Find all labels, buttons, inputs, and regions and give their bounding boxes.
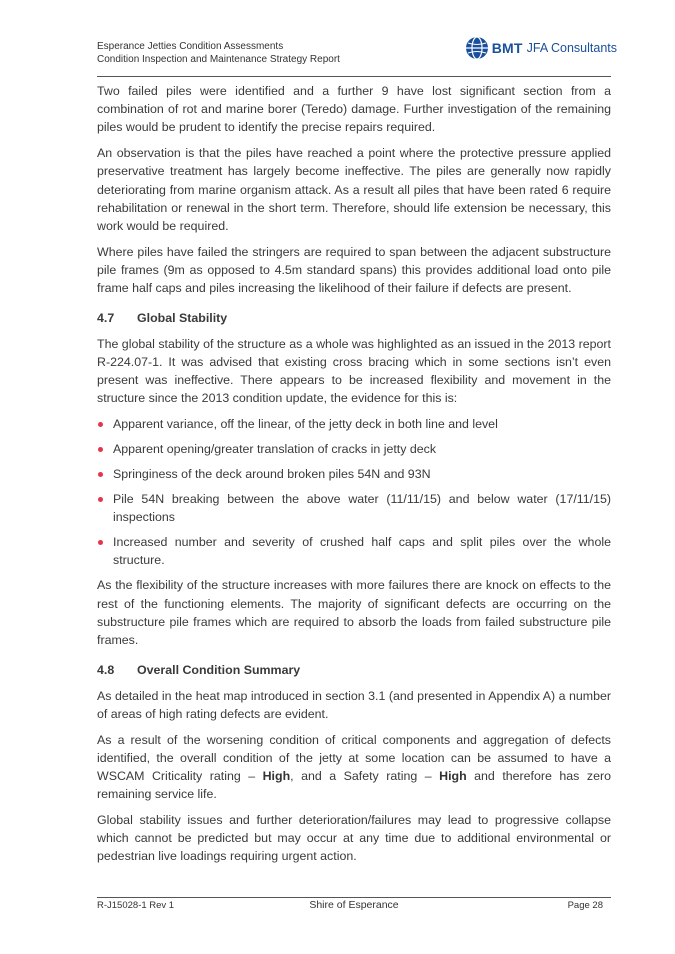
paragraph: Two failed piles were identified and a further 9 have lost significant section from a combination of rot and marine borer (Teredo) damage. Further investigation of the remaining piles would be prudent to identify the precise repairs required. [97, 84, 611, 135]
client-name: Shire of Esperance [309, 899, 399, 911]
bullet-icon [98, 422, 103, 427]
section-title: Global Stability [137, 311, 228, 326]
paragraph: An observation is that the piles have reached a point where the protective pressure applied preservative treatment has largely become ineffective. The piles are generally now rapidly deteriorating from marine organism attack. As a result all piles that have been rated 6 require rehabilitation or renewal in the short term. Therefore, should life extension be necessary, this work would be required. [97, 146, 611, 233]
bullet-icon [98, 497, 103, 502]
header-line-1: Esperance Jetties Condition Assessments [97, 41, 284, 52]
paragraph: Global stability issues and further deterioration/failures may lead to progressive collapse which cannot be predicted but may occur at any time due to additional environmental or pedestrian live loadings requiring urgent action. [97, 812, 611, 864]
list-item-text: Increased number and severity of crushed half caps and split piles over the whole structure. [113, 535, 611, 568]
list-item-text: Pile 54N breaking between the above water (11/11/15) and below water (17/11/15) inspections [113, 492, 611, 525]
page-number: Page 28 [567, 900, 603, 911]
evidence-list [97, 415, 611, 570]
logo-jfa-text: JFA Consultants [526, 41, 617, 55]
list-item [97, 440, 611, 458]
paragraph: As detailed in the heat map introduced in section 3.1 (and presented in Appendix A) a number of areas of high rating defects are evident. [97, 688, 611, 721]
list-item-text: Apparent variance, off the linear, of the jetty deck in both line and level [113, 417, 498, 432]
list-item [97, 533, 611, 569]
page-footer [97, 900, 611, 914]
list-item [97, 415, 611, 433]
page-header [97, 40, 617, 76]
safety-rating: High [439, 769, 467, 784]
paragraph: The global stability of the structure as a whole was highlighted as an issued in the 2013 report R-224.07-1. It was advised that existing cross bracing which in some sections isn’t even present was ineffective. There appears to be increased flexibility and movement in the structure since the 2013 condition update, the evidence for this is: [97, 336, 611, 406]
criticality-rating: High [262, 769, 291, 784]
paragraph-text: , and a Safety rating – [290, 769, 440, 784]
list-item-text: Apparent opening/greater translation of cracks in jetty deck [113, 442, 437, 457]
bullet-icon [98, 540, 103, 545]
list-item [97, 490, 611, 526]
section-number: 4.7 [97, 311, 115, 326]
paragraph-text: and therefore has zero remaining service life. [97, 769, 611, 802]
section-title: Overall Condition Summary [137, 663, 301, 678]
section-heading-overall-condition [97, 661, 611, 679]
paragraph-text: As a result of the worsening condition of critical components and aggregation of defects identified, the overall condition of the jetty at some location can be assumed to have a WSCAM Criticality rating – [97, 732, 611, 784]
footer-divider [97, 897, 611, 898]
bullet-icon [98, 447, 103, 452]
paragraph [97, 731, 611, 804]
paragraph: As the flexibility of the structure increases with more failures there are knock on effects to the rest of the functioning elements. The majority of significant defects are occurring on the substructure pile frames which are required to absorb the loads from failed substructure pile frames. [97, 578, 611, 648]
section-heading-global-stability [97, 309, 611, 327]
page-body [97, 82, 611, 873]
paragraph: Where piles have failed the stringers are required to span between the adjacent substructure pile frames (9m as opposed to 4.5m standard spans) this provides additional load onto pile frame half caps and piles increasing the likelihood of their failure if defects are present. [97, 244, 611, 296]
document-reference: R-J15028-1 Rev 1 [97, 900, 175, 911]
bullet-icon [98, 472, 103, 477]
header-title [97, 40, 340, 66]
list-item [97, 465, 611, 483]
header-line-2: Condition Inspection and Maintenance Strategy Report [97, 54, 340, 65]
company-logo [465, 32, 617, 64]
header-divider [97, 76, 611, 77]
list-item-text: Springiness of the deck around broken piles 54N and 93N [113, 467, 431, 482]
section-number: 4.8 [97, 663, 115, 678]
logo-bmt-text: BMT [491, 40, 523, 56]
globe-logo-icon [465, 36, 489, 60]
